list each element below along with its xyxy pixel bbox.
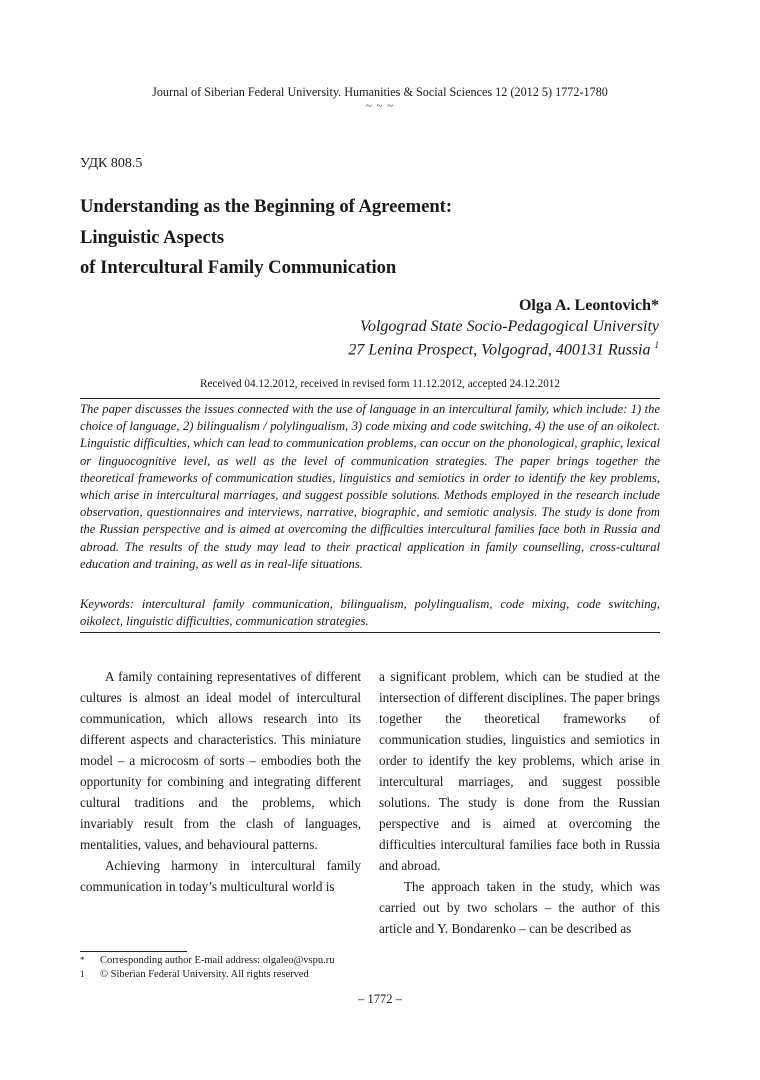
author-address [348, 340, 659, 359]
author-name: Olga A. Leontovich* [518, 297, 659, 314]
body-column-left [80, 666, 361, 897]
footnote-rule [80, 951, 187, 952]
footnote [80, 969, 309, 980]
abstract: The paper discusses the issues connected with the use of language in an intercultural family, which include: 1) the choice of language, 2) bilingualism / polylingualism, 3) code mixing and code switching, 4) the use of an oikolect. Linguistic difficulties, which can lead to communication problems, can occur on the phonological, graphic, lexical or linguocognitive level, as well as the level of communication strategies. The paper brings together the theoretical frameworks of communication studies, linguistics and semiotics in order to identify the key problems, which arise in intercultural marriages, and suggest possible solutions. Methods employed in the research include observation, questionnaires and interviews, narrative, biographic, and semiotic analysis. The study is done from the Russian perspective and is aimed at overcoming the difficulties intercultural families face both in Russia and abroad. The results of the study may lead to their practical application in family counselling, cross-cultural education and training, as well as in real-life situations. [80, 402, 660, 571]
paragraph: A family containing representatives of different cultures is almost an ideal model of intercultural communication, which allows research into its different aspects and characteristics. This miniature model – a microcosm of sorts – embodies both the opportunity for combining and integrating different cultural traditions and the problems, which invariably result from the clash of languages, mentalities, values, and behavioural patterns. [80, 669, 361, 852]
journal-header: Journal of Siberian Federal University. Humanities & Social Sciences 12 (2012 5) 1772-1780 [152, 85, 608, 99]
author-address-text: 27 Lenina Prospect, Volgograd, 400131 Russia [348, 341, 651, 359]
abstract-top-rule [80, 398, 660, 399]
abstract-bottom-rule [80, 632, 660, 633]
footnote-mark: * [80, 955, 85, 965]
page-number: – 1772 – [358, 992, 402, 1006]
footnote-mark: 1 [80, 969, 85, 979]
header-ornament: ~ ~ ~ [365, 100, 395, 112]
paragraph: a significant problem, which can be studied at the intersection of different disciplines. The paper brings together the theoretical frameworks of communication studies, linguistics and semiotics in order to identify the key problems, which arise in intercultural marriages, and suggest possible solutions. The study is done from the Russian perspective and is aimed at overcoming the difficulties intercultural families face both in Russia and abroad. [379, 669, 660, 873]
title-line-1: Understanding as the Beginning of Agreement: [80, 196, 453, 217]
footnote-text: © Siberian Federal University. All rights reserved [100, 969, 309, 980]
title-line-3: of Intercultural Family Communication [80, 257, 397, 278]
body-column-right [379, 666, 660, 939]
paragraph: The approach taken in the study, which was carried out by two scholars – the author of this article and Y. Bondarenko – can be described as [379, 879, 660, 936]
paragraph: Achieving harmony in intercultural family communication in today’s multicultural world is [80, 858, 361, 894]
author-address-mark: 1 [654, 340, 659, 350]
udc-code: УДК 808.5 [80, 156, 143, 171]
footnote [80, 955, 335, 966]
author-affiliation: Volgograd State Socio-Pedagogical University [359, 318, 659, 335]
received-dates: Received 04.12.2012, received in revised form 11.12.2012, accepted 24.12.2012 [200, 378, 560, 390]
keywords: Keywords: intercultural family communication, bilingualism, polylingualism, code mixing, code switching, oikolect, linguistic difficulties, communication strategies. [80, 597, 660, 629]
title-line-2: Linguistic Aspects [80, 227, 225, 248]
footnote-text: Corresponding author E-mail address: olgaleo@vspu.ru [100, 955, 335, 966]
